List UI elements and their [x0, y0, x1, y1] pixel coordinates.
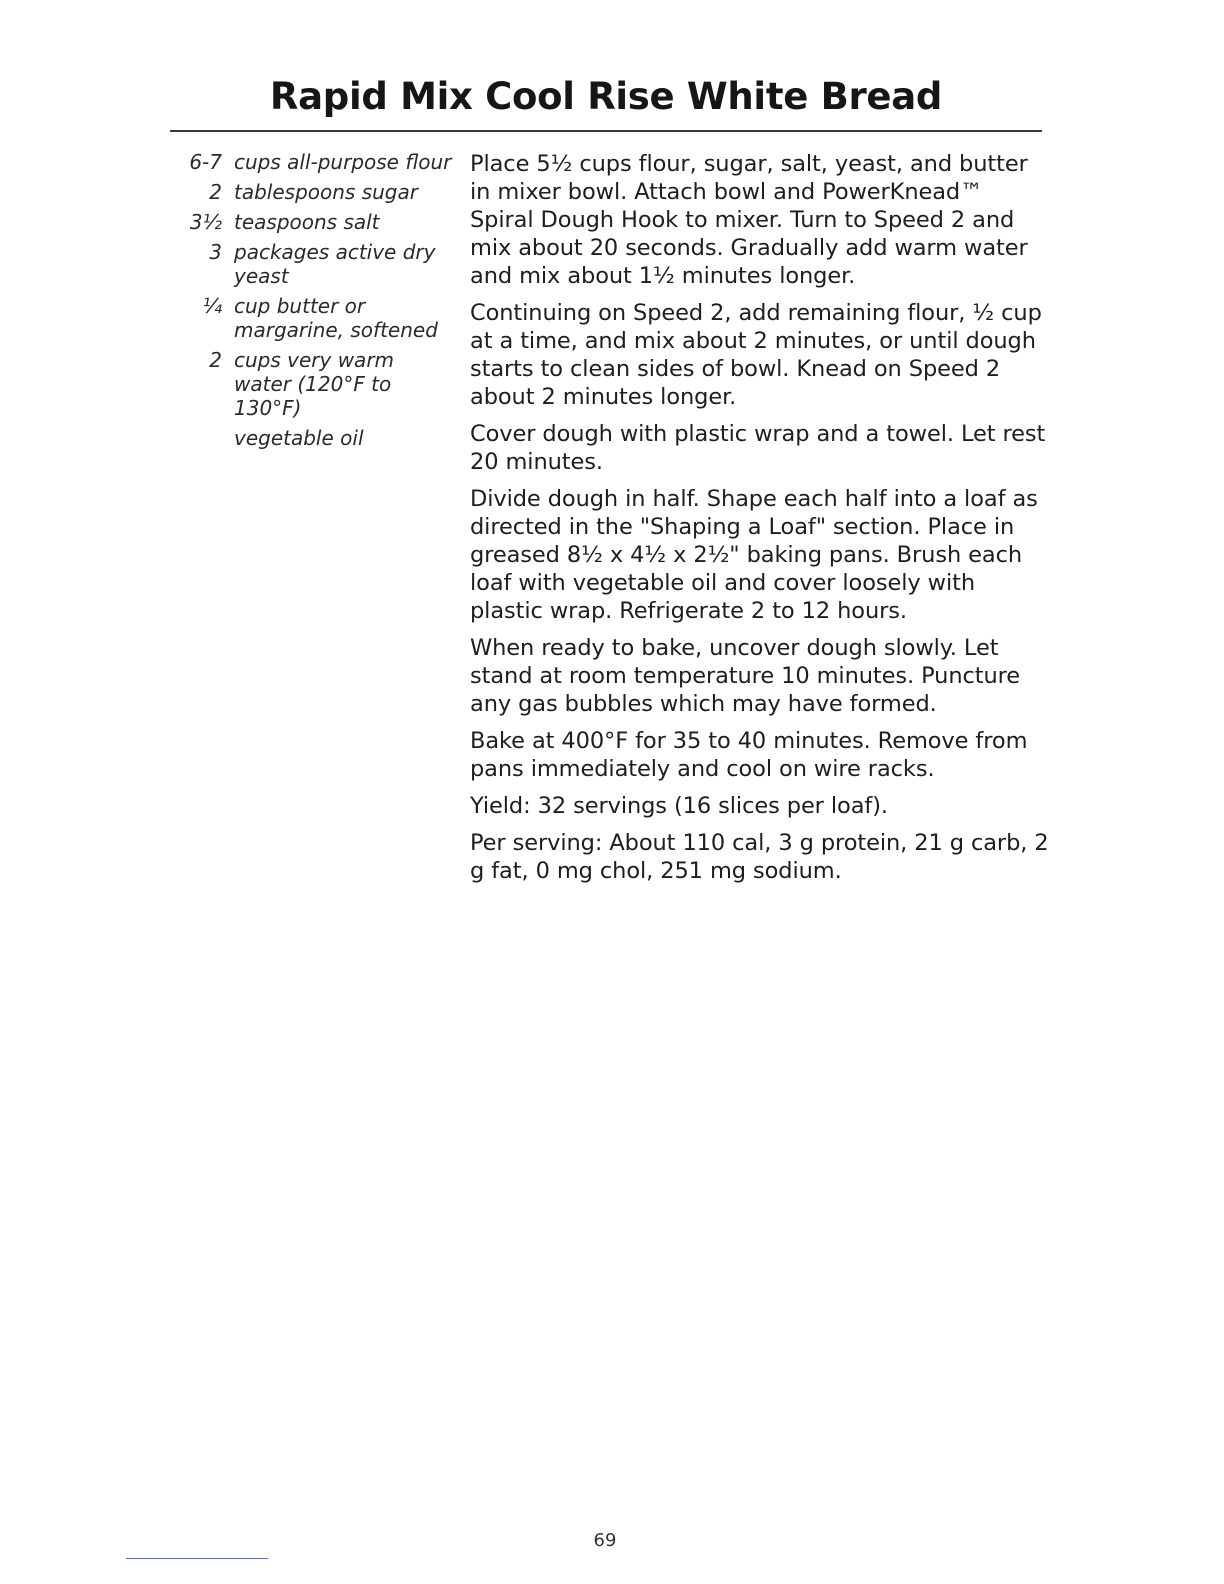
instruction-step: Cover dough with plastic wrap and a towel. Let rest 20 minutes. [470, 421, 1046, 475]
instruction-step: Place 5½ cups flour, sugar, salt, yeast, and butter in mixer bowl. Attach bowl and PowerKnead™ Spiral Dough Hook to mixer. Turn to Speed 2 and mix about 20 seconds. Gradually add warm water and mix about 1½ minutes longer. [470, 151, 1028, 289]
ingredient-item [172, 426, 452, 450]
ingredient-text: teaspoons salt [234, 210, 380, 234]
ingredient-quantity: ¼ [202, 294, 222, 318]
ingredient-text: packages active dry yeast [234, 240, 436, 288]
page-number: 69 [593, 1530, 617, 1551]
yield-text: Yield: 32 servings (16 slices per loaf). [470, 793, 888, 819]
ingredient-item [172, 210, 452, 234]
ingredient-quantity: 6-7 [189, 150, 222, 174]
ingredient-quantity: 3½ [189, 210, 222, 234]
recipe-title: Rapid Mix Cool Rise White Bread [269, 75, 943, 118]
ingredient-quantity: 2 [209, 180, 222, 204]
title-divider [170, 130, 1042, 132]
instruction-step: When ready to bake, uncover dough slowly. Let stand at room temperature 10 minutes. Puncture any gas bubbles which may have formed. [470, 635, 1021, 717]
instruction-step: Divide dough in half. Shape each half into a loaf as directed in the "Shaping a Loaf" section. Place in greased 8½ x 4½ x 2½" baking pans. Brush each loaf with vegetable oil and cover loosely with plastic wrap. Refrigerate 2 to 12 hours. [470, 486, 1038, 624]
ingredient-text: cups all-purpose flour [234, 150, 452, 174]
ingredient-item [172, 180, 452, 204]
footer-divider [126, 1558, 268, 1559]
ingredient-quantity [172, 426, 222, 450]
instruction-step: Bake at 400°F for 35 to 40 minutes. Remove from pans immediately and cool on wire racks. [470, 728, 1028, 782]
ingredient-item [172, 240, 452, 288]
ingredient-item [172, 294, 452, 342]
ingredient-item [172, 348, 452, 420]
ingredient-quantity: 3 [209, 240, 222, 264]
ingredient-quantity: 2 [209, 348, 222, 372]
instruction-step: Continuing on Speed 2, add remaining flour, ½ cup at a time, and mix about 2 minutes, or until dough starts to clean sides of bowl. Knead on Speed 2 about 2 minutes longer. [470, 300, 1042, 410]
nutrition-text: Per serving: About 110 cal, 3 g protein, 21 g carb, 2 g fat, 0 mg chol, 251 mg sodium. [470, 830, 1049, 884]
ingredient-list [172, 150, 452, 456]
ingredient-text: vegetable oil [234, 426, 364, 450]
ingredient-item [172, 150, 452, 174]
ingredient-text: cup butter or margarine, softened [234, 294, 438, 342]
ingredient-text: tablespoons sugar [234, 180, 418, 204]
instructions [470, 150, 1050, 894]
ingredient-text: cups very warm water (120°F to 130°F) [234, 348, 395, 420]
